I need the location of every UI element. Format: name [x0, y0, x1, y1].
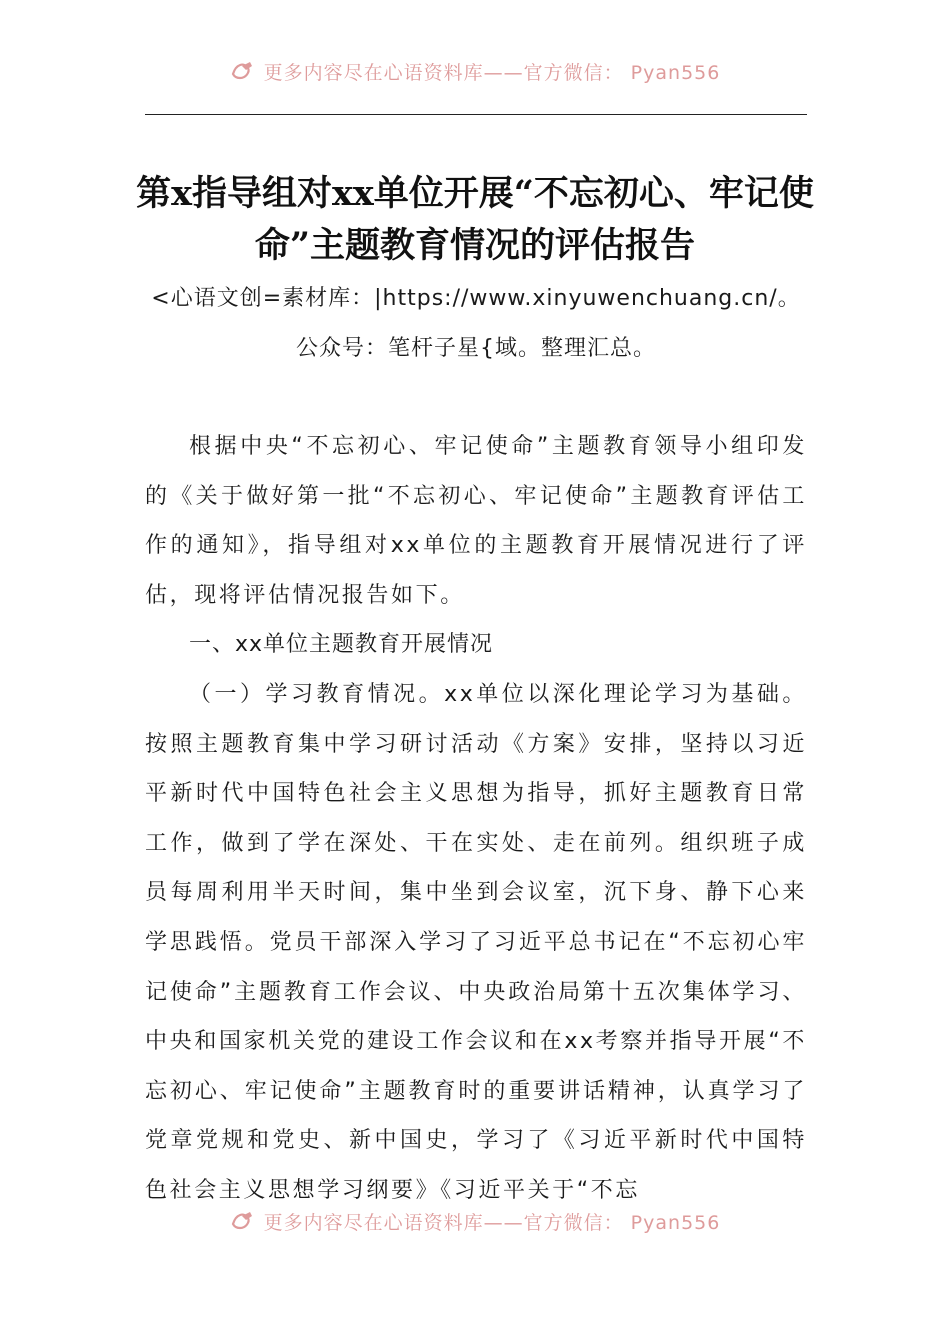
watermark-logo-icon [230, 1210, 256, 1232]
document-body [145, 422, 807, 1216]
watermark-logo-icon [230, 60, 256, 82]
watermark-text: 更多内容尽在心语资料库——官方微信： Pyan556 [263, 1211, 721, 1234]
body-paragraph: （一）学习教育情况。xx单位以深化理论学习为基础。按照主题教育集中学习研讨活动《方案》安排，坚持以习近平新时代中国特色社会主义思想为指导，抓好主题教育日常工作，做到了学在深处、干在实处、走在前列。组织班子成员每周利用半天时间，集中坐到会议室，沉下身、静下心来学思践悟。党员干部深入学习了习近平总书记在“不忘初心牢记使命”主题教育工作会议、中央政治局第十五次集体学习、中央和国家机关党的建设工作会议和在xx考察并指导开展“不忘初心、牢记使命”主题教育时的重要讲话精神，认真学习了党章党规和党史、新中国史，学习了《习近平新时代中国特色社会主义思想学习纲要》《习近平关于“不忘 [145, 681, 807, 1203]
intro-paragraph: 根据中央“不忘初心、牢记使命”主题教育领导小组印发的《关于做好第一批“不忘初心、牢记使命”主题教育评估工作的通知》，指导组对xx单位的主题教育开展情况进行了评估，现将评估情况报告如下。 [145, 434, 807, 608]
document-title: 第x指导组对xx单位开展“不忘初心、牢记使命”主题教育情况的评估报告 [136, 173, 814, 266]
footer-watermark [0, 1206, 950, 1236]
header-rule [145, 114, 807, 115]
header-watermark [0, 56, 950, 86]
source-line: <心语文创=素材库：|https://www.xinyuwenchuang.cn/。公众号：笔杆子星{域。整理汇总。 [151, 286, 801, 361]
section-heading: 一、xx单位主题教育开展情况 [189, 632, 494, 658]
watermark-text: 更多内容尽在心语资料库——官方微信： Pyan556 [263, 61, 721, 84]
